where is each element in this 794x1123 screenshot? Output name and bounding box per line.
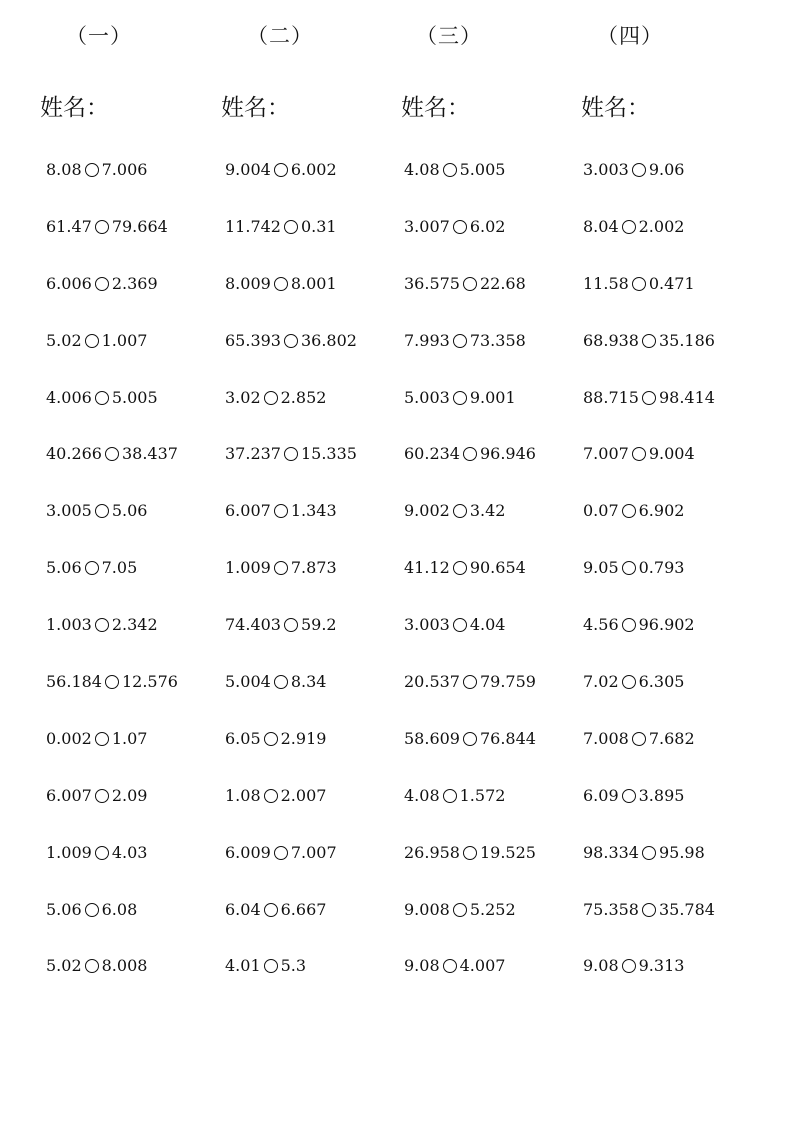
left-number: 8.04 (583, 216, 619, 236)
comparison-problem (404, 667, 536, 724)
right-number: 5.06 (111, 501, 148, 521)
left-number: 9.002 (404, 501, 450, 521)
left-number: 5.004 (225, 672, 271, 692)
answer-circle-icon (443, 163, 457, 177)
comparison-problem (404, 439, 536, 496)
answer-circle-icon (463, 675, 477, 689)
comparison-problem (46, 269, 178, 326)
right-number: 35.186 (658, 330, 715, 350)
left-number: 41.12 (404, 558, 450, 578)
right-number: 0.793 (638, 558, 685, 578)
left-number: 3.007 (404, 216, 450, 236)
comparison-problem (46, 439, 178, 496)
comparison-problem (46, 212, 178, 269)
right-number: 4.04 (469, 615, 506, 635)
problem-list (404, 155, 536, 1008)
answer-circle-icon (622, 959, 636, 973)
left-number: 56.184 (46, 672, 102, 692)
right-number: 2.369 (111, 273, 158, 293)
comparison-problem (225, 951, 357, 1008)
answer-circle-icon (453, 504, 467, 518)
answer-circle-icon (622, 675, 636, 689)
problem-list (225, 155, 357, 1008)
left-number: 3.005 (46, 501, 92, 521)
answer-circle-icon (443, 959, 457, 973)
right-number: 4.007 (459, 956, 506, 976)
name-label: 姓名： (401, 95, 470, 121)
answer-circle-icon (443, 789, 457, 803)
comparison-problem (404, 781, 536, 838)
right-number: 5.005 (459, 160, 506, 179)
left-number: 20.537 (404, 672, 460, 692)
answer-circle-icon (274, 561, 288, 575)
comparison-problem (225, 553, 357, 610)
right-number: 5.3 (280, 956, 307, 976)
left-number: 74.403 (225, 615, 281, 635)
answer-circle-icon (85, 561, 99, 575)
right-number: 79.664 (111, 216, 168, 236)
right-number: 22.68 (479, 273, 526, 293)
answer-circle-icon (274, 846, 288, 860)
comparison-problem (225, 269, 357, 326)
right-number: 19.525 (479, 842, 536, 862)
answer-circle-icon (632, 277, 646, 291)
right-number: 2.852 (280, 387, 327, 407)
column-title: （三） (416, 24, 482, 48)
right-number: 96.946 (479, 444, 536, 464)
left-number: 65.393 (225, 330, 281, 350)
comparison-problem (46, 951, 178, 1008)
right-number: 15.335 (300, 444, 357, 464)
left-number: 4.56 (583, 615, 619, 635)
answer-circle-icon (642, 391, 656, 405)
right-number: 36.802 (300, 330, 357, 350)
answer-circle-icon (453, 618, 467, 632)
left-number: 11.742 (225, 216, 281, 236)
left-number: 7.02 (583, 672, 619, 692)
answer-circle-icon (95, 277, 109, 291)
left-number: 98.334 (583, 842, 639, 862)
name-label: 姓名： (581, 95, 650, 121)
comparison-problem (225, 667, 357, 724)
comparison-problem (404, 326, 536, 383)
right-number: 0.471 (648, 273, 695, 293)
name-label: 姓名： (221, 95, 290, 121)
answer-circle-icon (642, 846, 656, 860)
left-number: 9.05 (583, 558, 619, 578)
right-number: 95.98 (658, 842, 705, 862)
answer-circle-icon (622, 561, 636, 575)
left-number: 7.993 (404, 330, 450, 350)
comparison-problem (225, 895, 357, 952)
left-number: 6.009 (225, 842, 271, 862)
comparison-problem (404, 895, 536, 952)
comparison-problem (583, 895, 715, 952)
comparison-problem (225, 496, 357, 553)
comparison-problem (583, 496, 715, 553)
left-number: 0.002 (46, 728, 92, 748)
right-number: 6.667 (280, 899, 327, 919)
comparison-problem (583, 838, 715, 895)
left-number: 9.008 (404, 899, 450, 919)
answer-circle-icon (95, 846, 109, 860)
comparison-problem (46, 383, 178, 440)
left-number: 1.009 (46, 842, 92, 862)
answer-circle-icon (632, 163, 646, 177)
column-title: （四） (597, 24, 663, 48)
right-number: 5.252 (469, 899, 516, 919)
answer-circle-icon (463, 732, 477, 746)
comparison-problem (225, 212, 357, 269)
left-number: 3.003 (583, 160, 629, 179)
right-number: 79.759 (479, 672, 536, 692)
comparison-problem (404, 838, 536, 895)
answer-circle-icon (264, 391, 278, 405)
right-number: 2.007 (280, 785, 327, 805)
left-number: 40.266 (46, 444, 102, 464)
comparison-problem (404, 553, 536, 610)
comparison-problem (583, 781, 715, 838)
left-number: 88.715 (583, 387, 639, 407)
answer-circle-icon (95, 732, 109, 746)
answer-circle-icon (642, 903, 656, 917)
comparison-problem (404, 212, 536, 269)
left-number: 1.009 (225, 558, 271, 578)
comparison-problem (583, 155, 715, 212)
left-number: 61.47 (46, 216, 92, 236)
answer-circle-icon (274, 504, 288, 518)
right-number: 4.03 (111, 842, 148, 862)
comparison-problem (583, 667, 715, 724)
left-number: 5.02 (46, 956, 82, 976)
comparison-problem (404, 269, 536, 326)
comparison-problem (404, 724, 536, 781)
left-number: 5.06 (46, 899, 82, 919)
left-number: 11.58 (583, 273, 629, 293)
left-number: 6.05 (225, 728, 261, 748)
right-number: 8.001 (290, 273, 337, 293)
left-number: 6.09 (583, 785, 619, 805)
left-number: 3.003 (404, 615, 450, 635)
comparison-problem (583, 383, 715, 440)
comparison-problem (404, 496, 536, 553)
right-number: 1.07 (111, 728, 148, 748)
answer-circle-icon (453, 220, 467, 234)
comparison-problem (225, 781, 357, 838)
left-number: 68.938 (583, 330, 639, 350)
left-number: 5.02 (46, 330, 82, 350)
left-number: 9.08 (404, 956, 440, 976)
right-number: 3.42 (469, 501, 506, 521)
right-number: 0.31 (300, 216, 337, 236)
answer-circle-icon (264, 959, 278, 973)
right-number: 6.08 (101, 899, 138, 919)
left-number: 60.234 (404, 444, 460, 464)
answer-circle-icon (284, 220, 298, 234)
answer-circle-icon (85, 163, 99, 177)
left-number: 4.08 (404, 160, 440, 179)
left-number: 5.003 (404, 387, 450, 407)
comparison-problem (225, 724, 357, 781)
right-number: 7.007 (290, 842, 337, 862)
comparison-problem (583, 610, 715, 667)
right-number: 59.2 (300, 615, 337, 635)
comparison-problem (225, 326, 357, 383)
left-number: 36.575 (404, 273, 460, 293)
answer-circle-icon (463, 846, 477, 860)
answer-circle-icon (453, 391, 467, 405)
comparison-problem (583, 439, 715, 496)
answer-circle-icon (622, 220, 636, 234)
left-number: 9.004 (225, 160, 271, 179)
comparison-problem (404, 383, 536, 440)
right-number: 2.09 (111, 785, 148, 805)
left-number: 4.006 (46, 387, 92, 407)
left-number: 1.08 (225, 785, 261, 805)
answer-circle-icon (632, 732, 646, 746)
right-number: 6.305 (638, 672, 685, 692)
answer-circle-icon (105, 675, 119, 689)
right-number: 8.008 (101, 956, 148, 976)
column-title: （二） (247, 24, 313, 48)
left-number: 5.06 (46, 558, 82, 578)
comparison-problem (46, 895, 178, 952)
answer-circle-icon (264, 903, 278, 917)
answer-circle-icon (95, 391, 109, 405)
left-number: 6.04 (225, 899, 261, 919)
left-number: 4.08 (404, 785, 440, 805)
answer-circle-icon (95, 220, 109, 234)
answer-circle-icon (95, 504, 109, 518)
answer-circle-icon (453, 561, 467, 575)
right-number: 9.001 (469, 387, 516, 407)
answer-circle-icon (85, 959, 99, 973)
answer-circle-icon (264, 789, 278, 803)
comparison-problem (46, 610, 178, 667)
left-number: 4.01 (225, 956, 261, 976)
right-number: 9.313 (638, 956, 685, 976)
right-number: 96.902 (638, 615, 695, 635)
comparison-problem (46, 553, 178, 610)
comparison-problem (46, 155, 178, 212)
answer-circle-icon (274, 675, 288, 689)
comparison-problem (46, 781, 178, 838)
answer-circle-icon (632, 447, 646, 461)
right-number: 76.844 (479, 728, 536, 748)
right-number: 98.414 (658, 387, 715, 407)
comparison-problem (404, 610, 536, 667)
right-number: 2.342 (111, 615, 158, 635)
comparison-problem (46, 838, 178, 895)
left-number: 6.007 (46, 785, 92, 805)
right-number: 38.437 (121, 444, 178, 464)
comparison-problem (583, 553, 715, 610)
problem-list (583, 155, 715, 1008)
left-number: 37.237 (225, 444, 281, 464)
comparison-problem (583, 724, 715, 781)
comparison-problem (46, 724, 178, 781)
answer-circle-icon (463, 277, 477, 291)
name-label: 姓名： (40, 95, 109, 121)
left-number: 0.07 (583, 501, 619, 521)
answer-circle-icon (105, 447, 119, 461)
comparison-problem (225, 439, 357, 496)
right-number: 35.784 (658, 899, 715, 919)
answer-circle-icon (274, 163, 288, 177)
left-number: 8.08 (46, 160, 82, 179)
right-number: 6.02 (469, 216, 506, 236)
comparison-problem (225, 383, 357, 440)
comparison-problem (583, 951, 715, 1008)
right-number: 1.007 (101, 330, 148, 350)
right-number: 7.682 (648, 728, 695, 748)
right-number: 6.002 (290, 160, 337, 179)
answer-circle-icon (284, 618, 298, 632)
left-number: 26.958 (404, 842, 460, 862)
right-number: 6.902 (638, 501, 685, 521)
answer-circle-icon (453, 903, 467, 917)
left-number: 6.006 (46, 273, 92, 293)
answer-circle-icon (274, 277, 288, 291)
answer-circle-icon (622, 789, 636, 803)
comparison-problem (583, 269, 715, 326)
comparison-problem (46, 326, 178, 383)
right-number: 1.572 (459, 785, 506, 805)
left-number: 9.08 (583, 956, 619, 976)
problem-list (46, 155, 178, 1008)
right-number: 7.05 (101, 558, 138, 578)
right-number: 7.873 (290, 558, 337, 578)
right-number: 7.006 (101, 160, 148, 179)
comparison-problem (225, 838, 357, 895)
left-number: 1.003 (46, 615, 92, 635)
comparison-problem (404, 155, 536, 212)
answer-circle-icon (85, 334, 99, 348)
right-number: 2.002 (638, 216, 685, 236)
answer-circle-icon (463, 447, 477, 461)
answer-circle-icon (622, 504, 636, 518)
comparison-problem (46, 667, 178, 724)
answer-circle-icon (642, 334, 656, 348)
column-title: （一） (66, 24, 132, 48)
answer-circle-icon (264, 732, 278, 746)
comparison-problem (225, 610, 357, 667)
comparison-problem (225, 155, 357, 212)
right-number: 73.358 (469, 330, 526, 350)
left-number: 8.009 (225, 273, 271, 293)
right-number: 9.004 (648, 444, 695, 464)
answer-circle-icon (284, 447, 298, 461)
answer-circle-icon (95, 618, 109, 632)
comparison-problem (46, 496, 178, 553)
right-number: 9.06 (648, 160, 685, 179)
answer-circle-icon (453, 334, 467, 348)
left-number: 7.007 (583, 444, 629, 464)
right-number: 8.34 (290, 672, 327, 692)
right-number: 12.576 (121, 672, 178, 692)
answer-circle-icon (622, 618, 636, 632)
left-number: 3.02 (225, 387, 261, 407)
right-number: 90.654 (469, 558, 526, 578)
right-number: 1.343 (290, 501, 337, 521)
answer-circle-icon (284, 334, 298, 348)
answer-circle-icon (85, 903, 99, 917)
left-number: 58.609 (404, 728, 460, 748)
right-number: 3.895 (638, 785, 685, 805)
left-number: 75.358 (583, 899, 639, 919)
right-number: 5.005 (111, 387, 158, 407)
right-number: 2.919 (280, 728, 327, 748)
comparison-problem (583, 212, 715, 269)
comparison-problem (583, 326, 715, 383)
comparison-problem (404, 951, 536, 1008)
left-number: 7.008 (583, 728, 629, 748)
left-number: 6.007 (225, 501, 271, 521)
answer-circle-icon (95, 789, 109, 803)
